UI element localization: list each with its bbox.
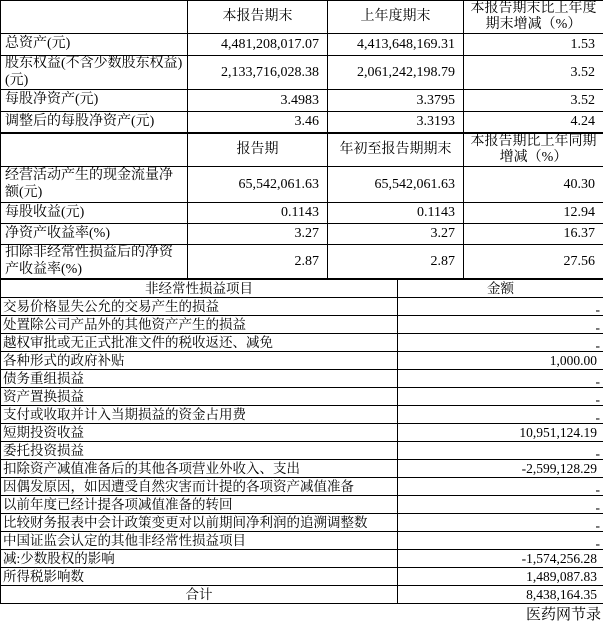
value-change: 4.24 xyxy=(464,112,603,133)
source-attribution: 医药网节录 xyxy=(0,604,603,626)
table-row xyxy=(1,550,603,568)
total-amount: 8,438,164.35 xyxy=(398,586,603,604)
row-label: 经营活动产生的现金流量净额(元) xyxy=(1,167,188,203)
table-row xyxy=(1,245,603,279)
value-ytd: 0.1143 xyxy=(328,203,464,224)
item-amount: - xyxy=(398,334,603,352)
item-label: 委托投资损益 xyxy=(1,442,398,460)
table-row xyxy=(1,203,603,224)
item-label: 扣除资产减值准备后的其他各项营业外收入、支出 xyxy=(1,460,398,478)
value-change: 16.37 xyxy=(464,224,603,245)
item-amount: 1,000.00 xyxy=(398,352,603,370)
total-label: 合计 xyxy=(1,586,398,604)
value-ytd: 2.87 xyxy=(328,245,464,279)
value-current: 4,481,208,017.07 xyxy=(188,34,328,56)
item-label: 以前年度已经计提各项减值准备的转回 xyxy=(1,496,398,514)
value-previous: 3.3795 xyxy=(328,90,464,112)
value-current: 3.46 xyxy=(188,112,328,133)
item-amount: 10,951,124.19 xyxy=(398,424,603,442)
item-amount: - xyxy=(398,514,603,532)
empty-header-cell xyxy=(1,1,188,34)
value-change: 27.56 xyxy=(464,245,603,279)
item-amount: - xyxy=(398,478,603,496)
value-current: 2.87 xyxy=(188,245,328,279)
row-label: 总资产(元) xyxy=(1,34,188,56)
item-amount: -1,574,256.28 xyxy=(398,550,603,568)
value-current: 2,133,716,028.38 xyxy=(188,56,328,90)
item-amount: - xyxy=(398,316,603,334)
table-row xyxy=(1,56,603,90)
table-header-row xyxy=(1,280,603,298)
period-metrics-table xyxy=(0,133,603,279)
row-label: 每股收益(元) xyxy=(1,203,188,224)
value-current: 3.27 xyxy=(188,224,328,245)
item-label: 各种形式的政府补贴 xyxy=(1,352,398,370)
col-header-prior-year-end: 上年度期末 xyxy=(328,1,464,34)
value-ytd: 3.27 xyxy=(328,224,464,245)
value-current: 65,542,061.63 xyxy=(188,167,328,203)
total-row xyxy=(1,586,603,604)
item-label: 处置除公司产品外的其他资产产生的损益 xyxy=(1,316,398,334)
table-row xyxy=(1,388,603,406)
col-header-current-period-end: 本报告期末 xyxy=(188,1,328,34)
item-label: 债务重组损益 xyxy=(1,370,398,388)
table-row xyxy=(1,370,603,388)
item-label: 因偶发原因，如因遭受自然灾害而计提的各项资产减值准备 xyxy=(1,478,398,496)
item-label: 短期投资收益 xyxy=(1,424,398,442)
table-row xyxy=(1,478,603,496)
item-amount: - xyxy=(398,406,603,424)
col-header-item: 非经常性损益项目 xyxy=(1,280,398,298)
table-row xyxy=(1,424,603,442)
item-label: 资产置换损益 xyxy=(1,388,398,406)
balance-sheet-table xyxy=(0,0,603,133)
col-header-reporting-period: 报告期 xyxy=(188,134,328,167)
table-row xyxy=(1,90,603,112)
item-amount: - xyxy=(398,442,603,460)
item-amount: - xyxy=(398,298,603,316)
value-change: 1.53 xyxy=(464,34,603,56)
row-label: 股东权益(不含少数股东权益)(元) xyxy=(1,56,188,90)
row-label: 扣除非经常性损益后的净资产收益率(%) xyxy=(1,245,188,279)
value-previous: 2,061,242,198.79 xyxy=(328,56,464,90)
value-change: 40.30 xyxy=(464,167,603,203)
value-change: 3.52 xyxy=(464,90,603,112)
table-row xyxy=(1,34,603,56)
col-header-change-pct: 本报告期末比上年度期末增减（%） xyxy=(464,1,603,34)
value-previous: 3.3193 xyxy=(328,112,464,133)
row-label: 调整后的每股净资产(元) xyxy=(1,112,188,133)
item-label: 减:少数股权的影响 xyxy=(1,550,398,568)
item-amount: 1,489,087.83 xyxy=(398,568,603,586)
table-row xyxy=(1,112,603,133)
table-row xyxy=(1,224,603,245)
item-label: 支付或收取并计入当期损益的资金占用费 xyxy=(1,406,398,424)
col-header-change-pct: 本报告期比上年同期增减（%） xyxy=(464,134,603,167)
table-row xyxy=(1,167,603,203)
item-label: 越权审批或无正式批准文件的税收返还、减免 xyxy=(1,334,398,352)
table-row xyxy=(1,514,603,532)
table-row xyxy=(1,532,603,550)
item-label: 中国证监会认定的其他非经常性损益项目 xyxy=(1,532,398,550)
empty-header-cell xyxy=(1,134,188,167)
nonrecurring-items-table xyxy=(0,279,603,604)
table-header-row xyxy=(1,1,603,34)
value-current: 3.4983 xyxy=(188,90,328,112)
item-label: 交易价格显失公允的交易产生的损益 xyxy=(1,298,398,316)
table-row xyxy=(1,406,603,424)
table-row xyxy=(1,460,603,478)
item-label: 所得税影响数 xyxy=(1,568,398,586)
value-ytd: 65,542,061.63 xyxy=(328,167,464,203)
value-previous: 4,413,648,169.31 xyxy=(328,34,464,56)
value-change: 3.52 xyxy=(464,56,603,90)
col-header-ytd: 年初至报告期期末 xyxy=(328,134,464,167)
table-row xyxy=(1,334,603,352)
table-row xyxy=(1,316,603,334)
table-row xyxy=(1,352,603,370)
item-amount: - xyxy=(398,370,603,388)
item-amount: - xyxy=(398,496,603,514)
table-row xyxy=(1,496,603,514)
table-row xyxy=(1,442,603,460)
item-amount: - xyxy=(398,388,603,406)
row-label: 每股净资产(元) xyxy=(1,90,188,112)
value-change: 12.94 xyxy=(464,203,603,224)
item-amount: - xyxy=(398,532,603,550)
table-header-row xyxy=(1,134,603,167)
value-current: 0.1143 xyxy=(188,203,328,224)
table-row xyxy=(1,568,603,586)
col-header-amount: 金额 xyxy=(398,280,603,298)
item-label: 比较财务报表中会计政策变更对以前期间净利润的追溯调整数 xyxy=(1,514,398,532)
item-amount: -2,599,128.29 xyxy=(398,460,603,478)
table-row xyxy=(1,298,603,316)
row-label: 净资产收益率(%) xyxy=(1,224,188,245)
